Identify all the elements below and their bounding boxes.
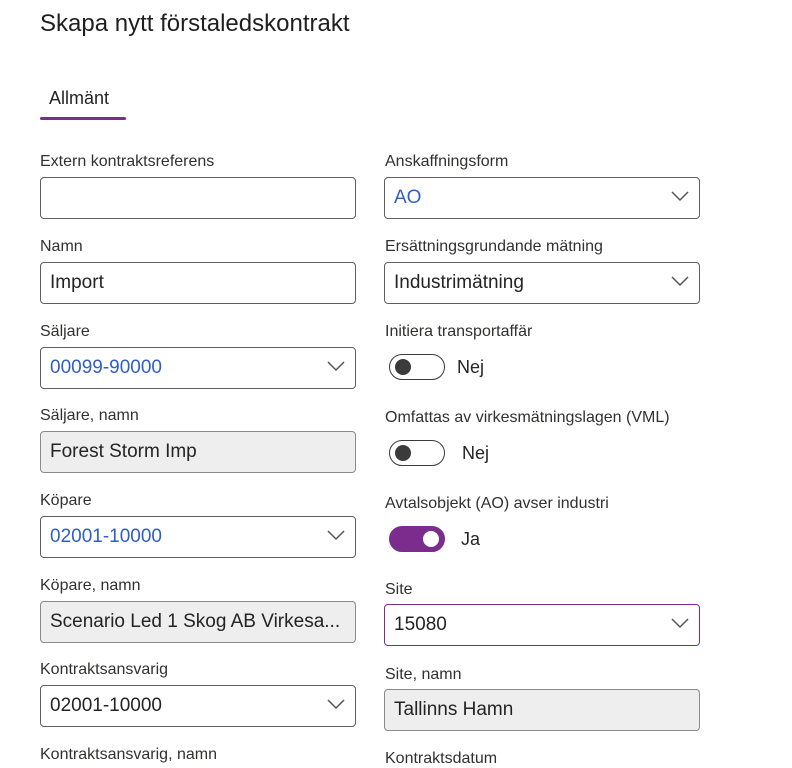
kopare-namn-field — [40, 601, 356, 643]
kopare-value: 02001-10000 — [50, 526, 162, 547]
toggle-knob — [395, 359, 411, 375]
anskaffningsform-label: Anskaffningsform — [385, 153, 509, 170]
chevron-down-icon[interactable] — [327, 698, 345, 710]
toggle-knob — [395, 445, 411, 461]
site-namn-field — [384, 689, 700, 731]
chevron-down-icon[interactable] — [671, 190, 689, 202]
kontraktsansvarig-namn-label: Kontraktsansvarig, namn — [40, 746, 217, 763]
kopare-namn-label: Köpare, namn — [40, 577, 141, 594]
saljare-value: 00099-90000 — [50, 357, 162, 378]
site-namn-label: Site, namn — [385, 666, 462, 683]
omfattas-state: Nej — [462, 443, 490, 463]
extern-ref-label: Extern kontraktsreferens — [40, 153, 215, 170]
kontraktsansvarig-value: 02001-10000 — [50, 695, 162, 716]
kopare-lookup[interactable] — [40, 516, 356, 558]
ersattning-select[interactable] — [384, 262, 700, 304]
saljare-namn-field — [40, 431, 356, 473]
initiera-label: Initiera transportaffär — [385, 323, 533, 340]
namn-value: Import — [50, 272, 104, 293]
namn-input[interactable] — [40, 262, 356, 304]
saljare-namn-value: Forest Storm Imp — [50, 441, 197, 462]
initiera-toggle[interactable] — [389, 354, 445, 380]
extern-ref-input[interactable] — [40, 177, 356, 219]
chevron-down-icon[interactable] — [671, 617, 689, 629]
site-label: Site — [385, 581, 413, 598]
avtalsobjekt-label: Avtalsobjekt (AO) avser industri — [385, 495, 609, 512]
namn-label: Namn — [40, 238, 83, 255]
site-select[interactable] — [384, 604, 700, 646]
site-namn-value: Tallinns Hamn — [394, 699, 514, 720]
tab-label: Allmänt — [49, 88, 110, 108]
omfattas-toggle[interactable] — [389, 440, 445, 466]
tab-active-indicator — [40, 117, 126, 120]
kontraktsansvarig-label: Kontraktsansvarig — [40, 661, 169, 678]
kopare-namn-value: Scenario Led 1 Skog AB Virkesa... — [50, 611, 341, 632]
avtalsobjekt-toggle[interactable] — [389, 526, 445, 552]
chevron-down-icon[interactable] — [327, 360, 345, 372]
avtalsobjekt-state: Ja — [461, 529, 481, 549]
chevron-down-icon[interactable] — [671, 275, 689, 287]
toggle-knob — [423, 531, 439, 547]
initiera-state: Nej — [457, 357, 485, 377]
omfattas-label: Omfattas av virkesmätningslagen (VML) — [385, 409, 670, 426]
site-value: 15080 — [394, 614, 447, 635]
saljare-namn-label: Säljare, namn — [40, 407, 139, 424]
saljare-lookup[interactable] — [40, 347, 356, 389]
ersattning-label: Ersättningsgrundande mätning — [385, 238, 603, 255]
chevron-down-icon[interactable] — [327, 529, 345, 541]
kontraktsansvarig-lookup[interactable] — [40, 685, 356, 727]
kontraktsdatum-label: Kontraktsdatum — [385, 750, 498, 767]
anskaffningsform-value: AO — [394, 187, 422, 208]
saljare-label: Säljare — [40, 323, 90, 340]
tab-allmant[interactable] — [40, 84, 126, 120]
page-title: Skapa nytt förstaledskontrakt — [40, 10, 350, 37]
anskaffningsform-select[interactable] — [384, 177, 700, 219]
ersattning-value: Industrimätning — [394, 272, 524, 293]
kopare-label: Köpare — [40, 492, 92, 509]
